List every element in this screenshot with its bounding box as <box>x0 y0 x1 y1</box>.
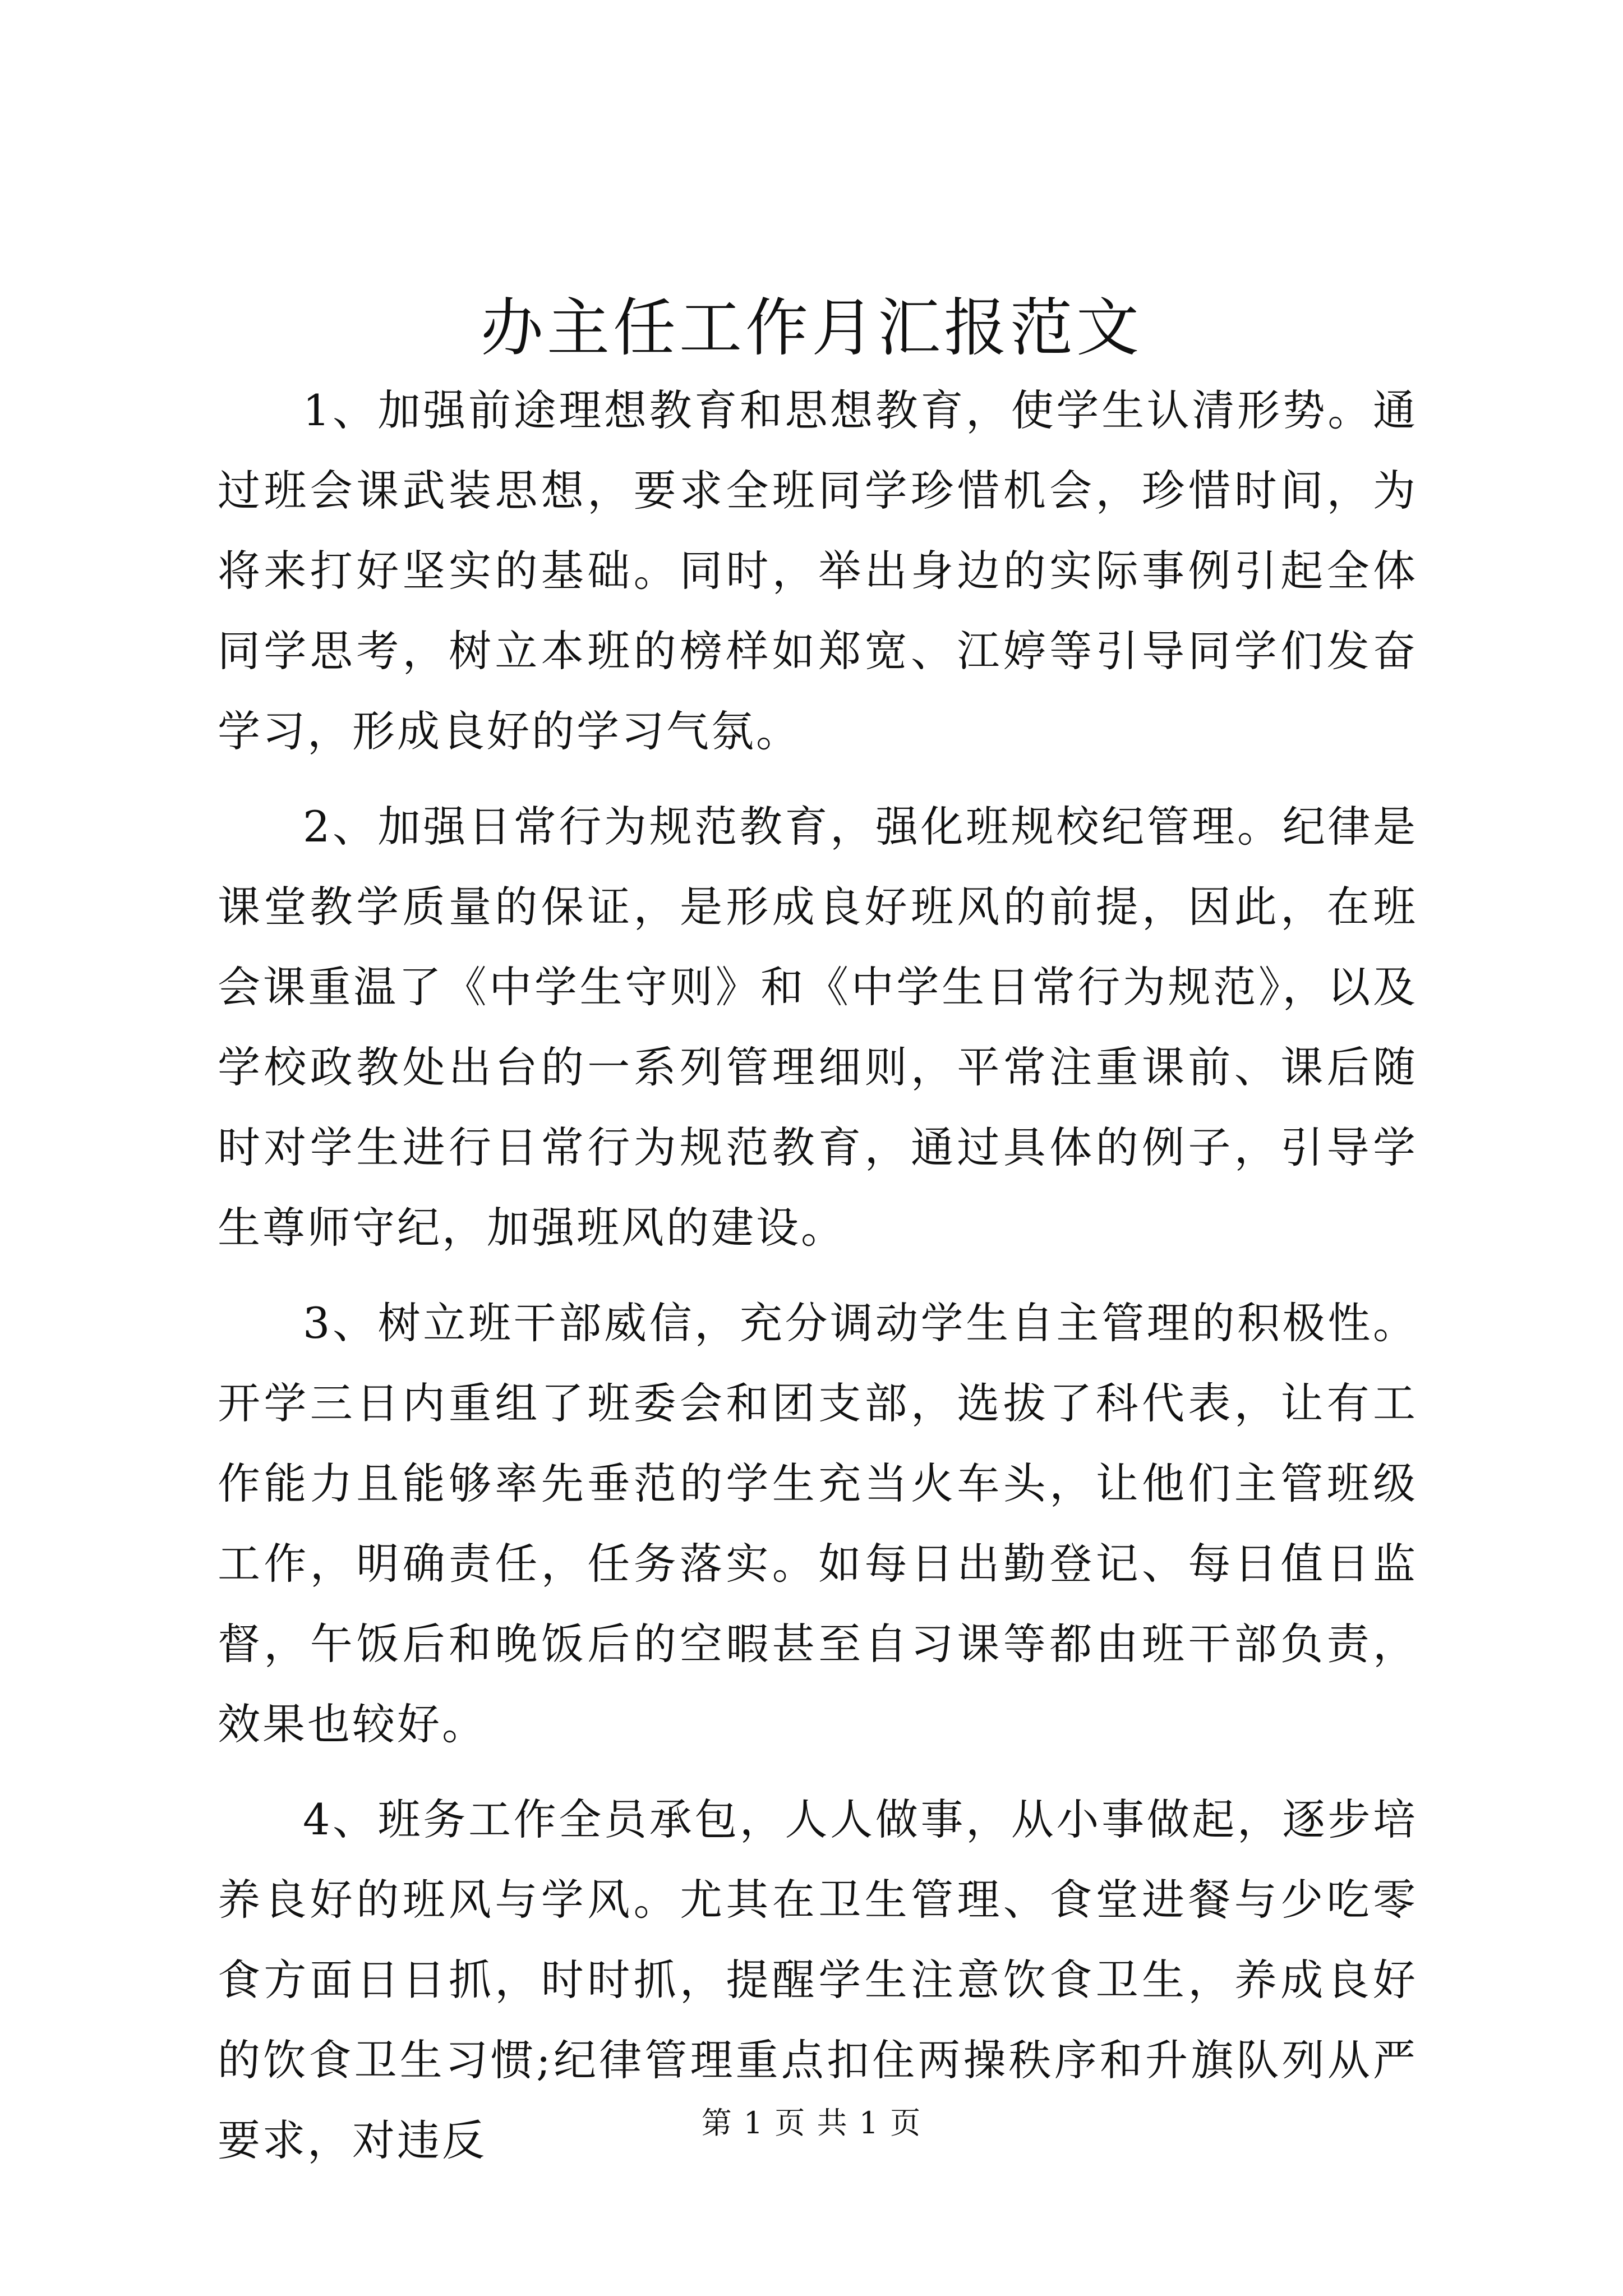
paragraph-4: 4、班务工作全员承包，人人做事，从小事做起，逐步培养良好的班风与学风。尤其在卫生管理、食堂进餐与少吃零食方面日日抓，时时抓，提醒学生注意饮食卫生，养成良好的饮食卫生习惯;纪律管理重点扣住两操秩序和升旗队列从严要求，对违反 <box>218 1795 1418 2165</box>
paragraph-3: 3、树立班干部威信，充分调动学生自主管理的积极性。开学三日内重组了班委会和团支部，选拔了科代表，让有工作能力且能够率先垂范的学生充当火车头，让他们主管班级工作，明确责任，任务落实。如每日出勤登记、每日值日监督，午饭后和晚饭后的空暇甚至自习课等都由班干部负责，效果也较好。 <box>218 1298 1418 1749</box>
paragraph-2: 2、加强日常行为规范教育，强化班规校纪管理。纪律是课堂教学质量的保证，是形成良好班风的前提，因此，在班会课重温了《中学生守则》和《中学生日常行为规范》，以及学校政教处出台的一系列管理细则，平常注重课前、课后随时对学生进行日常行为规范教育，通过具体的例子，引导学生尊师守纪，加强班风的建设。 <box>218 802 1418 1253</box>
page-footer: 第 1 页 共 1 页 <box>701 2105 922 2141</box>
document-title: 办主任工作月汇报范文 <box>481 292 1142 365</box>
document-body <box>218 370 1418 2196</box>
paragraph-1: 1、加强前途理想教育和思想教育，使学生认清形势。通过班会课武装思想，要求全班同学珍惜机会，珍惜时间，为将来打好坚实的基础。同时，举出身边的实际事例引起全体同学思考，树立本班的榜样如郑宽、江婷等引导同学们发奋学习，形成良好的学习气氛。 <box>218 385 1418 756</box>
